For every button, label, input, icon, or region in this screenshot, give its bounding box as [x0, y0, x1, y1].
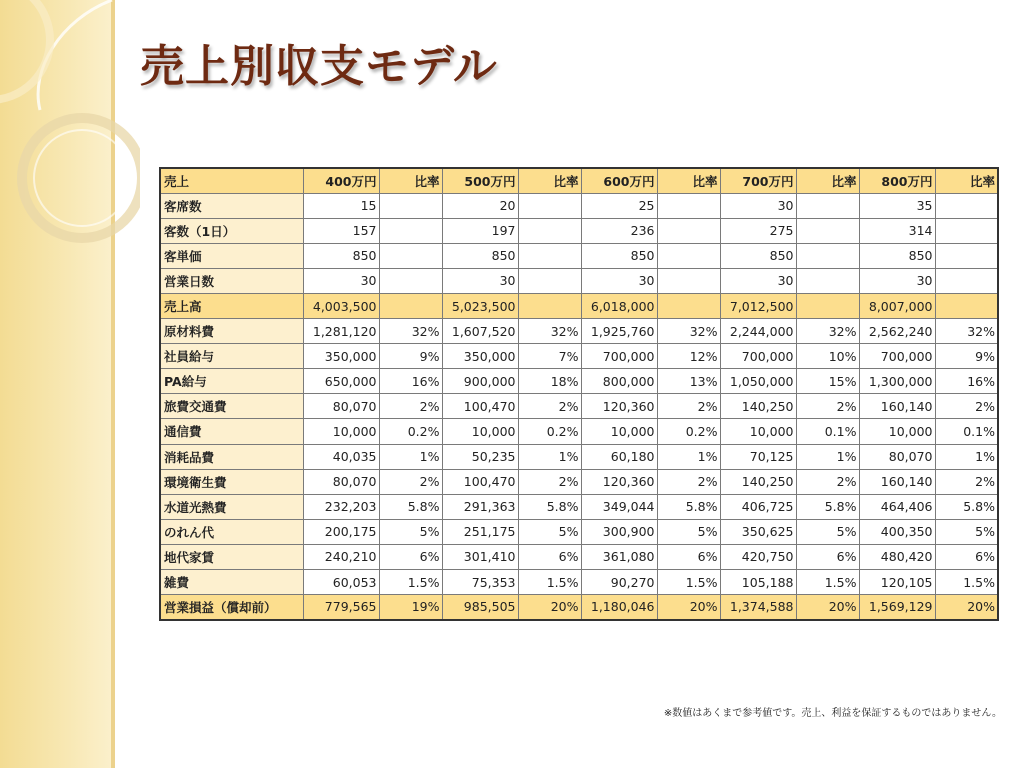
amount-cell: 80,070: [303, 469, 379, 494]
ratio-cell: 1.5%: [657, 570, 720, 595]
amount-cell: 197: [442, 218, 518, 243]
table-row: [160, 218, 998, 243]
amount-cell: 850: [581, 243, 657, 268]
header-sales-tier: 400万円: [303, 168, 379, 193]
ratio-cell: 5%: [935, 519, 998, 544]
amount-cell: 291,363: [442, 494, 518, 519]
amount-cell: 2,562,240: [859, 319, 935, 344]
amount-cell: 420,750: [720, 544, 796, 569]
amount-cell: 50,235: [442, 444, 518, 469]
row-label: 売上高: [160, 293, 303, 318]
ratio-cell: 1%: [935, 444, 998, 469]
row-label: 水道光熱費: [160, 494, 303, 519]
ratio-cell: 9%: [935, 344, 998, 369]
header-sales-tier: 600万円: [581, 168, 657, 193]
ratio-cell: 20%: [518, 595, 581, 620]
amount-cell: 30: [303, 268, 379, 293]
amount-cell: 30: [720, 193, 796, 218]
header-ratio: 比率: [518, 168, 581, 193]
row-label: 客数（1日）: [160, 218, 303, 243]
ratio-cell: 1.5%: [518, 570, 581, 595]
disclaimer-note: ※数値はあくまで参考値です。売上、利益を保証するものではありません。: [663, 708, 1002, 719]
ratio-cell: 2%: [935, 469, 998, 494]
ratio-cell: 0.1%: [935, 419, 998, 444]
ratio-cell: 12%: [657, 344, 720, 369]
table-row: [160, 193, 998, 218]
amount-cell: 10,000: [581, 419, 657, 444]
amount-cell: 100,470: [442, 469, 518, 494]
ratio-cell: 2%: [657, 469, 720, 494]
ratio-cell: 20%: [935, 595, 998, 620]
ratio-cell: 2%: [935, 394, 998, 419]
row-label: のれん代: [160, 519, 303, 544]
amount-cell: 850: [442, 243, 518, 268]
ratio-cell: [796, 193, 859, 218]
ratio-cell: [379, 293, 442, 318]
amount-cell: 700,000: [581, 344, 657, 369]
ratio-cell: 32%: [935, 319, 998, 344]
ratio-cell: [796, 243, 859, 268]
ratio-cell: [379, 193, 442, 218]
ratio-cell: 5.8%: [379, 494, 442, 519]
amount-cell: 1,180,046: [581, 595, 657, 620]
amount-cell: 40,035: [303, 444, 379, 469]
header-sales-tier: 500万円: [442, 168, 518, 193]
page-title: 売上別収支モデル: [140, 41, 498, 92]
row-label: PA給与: [160, 369, 303, 394]
row-label: 環境衛生費: [160, 469, 303, 494]
ratio-cell: 1.5%: [935, 570, 998, 595]
ratio-cell: 5%: [657, 519, 720, 544]
ratio-cell: 6%: [518, 544, 581, 569]
amount-cell: 200,175: [303, 519, 379, 544]
amount-cell: 30: [581, 268, 657, 293]
ratio-cell: [657, 193, 720, 218]
ratio-cell: 32%: [379, 319, 442, 344]
ratio-cell: 19%: [379, 595, 442, 620]
amount-cell: 8,007,000: [859, 293, 935, 318]
row-label: 通信費: [160, 419, 303, 444]
amount-cell: 90,270: [581, 570, 657, 595]
ratio-cell: [935, 218, 998, 243]
amount-cell: 6,018,000: [581, 293, 657, 318]
revenue-model-table: [159, 167, 999, 621]
ratio-cell: 0.1%: [796, 419, 859, 444]
ratio-cell: 20%: [796, 595, 859, 620]
amount-cell: 1,607,520: [442, 319, 518, 344]
amount-cell: 157: [303, 218, 379, 243]
ratio-cell: 18%: [518, 369, 581, 394]
row-label: 営業日数: [160, 268, 303, 293]
amount-cell: 10,000: [442, 419, 518, 444]
amount-cell: 314: [859, 218, 935, 243]
header-ratio: 比率: [796, 168, 859, 193]
ratio-cell: 6%: [935, 544, 998, 569]
amount-cell: 650,000: [303, 369, 379, 394]
amount-cell: 120,360: [581, 469, 657, 494]
amount-cell: 779,565: [303, 595, 379, 620]
amount-cell: 100,470: [442, 394, 518, 419]
ratio-cell: 2%: [657, 394, 720, 419]
ratio-cell: [796, 218, 859, 243]
amount-cell: 406,725: [720, 494, 796, 519]
ratio-cell: [379, 243, 442, 268]
table-row: [160, 293, 998, 318]
ratio-cell: [657, 243, 720, 268]
ratio-cell: 16%: [379, 369, 442, 394]
table-row: [160, 419, 998, 444]
table-row: [160, 469, 998, 494]
row-label: 客席数: [160, 193, 303, 218]
ratio-cell: 2%: [796, 469, 859, 494]
amount-cell: 140,250: [720, 394, 796, 419]
amount-cell: 30: [720, 268, 796, 293]
amount-cell: 350,000: [303, 344, 379, 369]
row-label: 消耗品費: [160, 444, 303, 469]
amount-cell: 850: [303, 243, 379, 268]
table-header-row: [160, 168, 998, 193]
amount-cell: 75,353: [442, 570, 518, 595]
header-ratio: 比率: [935, 168, 998, 193]
ratio-cell: 2%: [518, 469, 581, 494]
amount-cell: 80,070: [303, 394, 379, 419]
table-row: [160, 595, 998, 620]
amount-cell: 850: [859, 243, 935, 268]
amount-cell: 70,125: [720, 444, 796, 469]
ratio-cell: 6%: [657, 544, 720, 569]
amount-cell: 1,925,760: [581, 319, 657, 344]
amount-cell: 2,244,000: [720, 319, 796, 344]
ratio-cell: 6%: [379, 544, 442, 569]
ratio-cell: 2%: [379, 469, 442, 494]
ratio-cell: [518, 268, 581, 293]
decorative-rings: [0, 0, 140, 260]
ratio-cell: [518, 243, 581, 268]
amount-cell: 30: [442, 268, 518, 293]
ratio-cell: 32%: [796, 319, 859, 344]
amount-cell: 232,203: [303, 494, 379, 519]
amount-cell: 350,000: [442, 344, 518, 369]
amount-cell: 30: [859, 268, 935, 293]
table-row: [160, 544, 998, 569]
ratio-cell: [379, 218, 442, 243]
ratio-cell: 32%: [518, 319, 581, 344]
amount-cell: 80,070: [859, 444, 935, 469]
amount-cell: 700,000: [859, 344, 935, 369]
amount-cell: 480,420: [859, 544, 935, 569]
amount-cell: 349,044: [581, 494, 657, 519]
amount-cell: 10,000: [303, 419, 379, 444]
ratio-cell: 1%: [379, 444, 442, 469]
ratio-cell: 0.2%: [379, 419, 442, 444]
ratio-cell: 0.2%: [518, 419, 581, 444]
ratio-cell: [935, 268, 998, 293]
header-ratio: 比率: [657, 168, 720, 193]
ratio-cell: 1.5%: [796, 570, 859, 595]
amount-cell: 300,900: [581, 519, 657, 544]
amount-cell: 850: [720, 243, 796, 268]
table-row: [160, 394, 998, 419]
ratio-cell: 1.5%: [379, 570, 442, 595]
header-ratio: 比率: [379, 168, 442, 193]
table-row: [160, 243, 998, 268]
amount-cell: 350,625: [720, 519, 796, 544]
amount-cell: 160,140: [859, 394, 935, 419]
ratio-cell: 32%: [657, 319, 720, 344]
row-label: 客単価: [160, 243, 303, 268]
amount-cell: 1,569,129: [859, 595, 935, 620]
ratio-cell: 1%: [796, 444, 859, 469]
amount-cell: 25: [581, 193, 657, 218]
amount-cell: 160,140: [859, 469, 935, 494]
ratio-cell: 5%: [518, 519, 581, 544]
row-label: 営業損益（償却前）: [160, 595, 303, 620]
amount-cell: 1,281,120: [303, 319, 379, 344]
ratio-cell: [657, 218, 720, 243]
amount-cell: 236: [581, 218, 657, 243]
amount-cell: 105,188: [720, 570, 796, 595]
ratio-cell: 15%: [796, 369, 859, 394]
table-row: [160, 519, 998, 544]
ratio-cell: 2%: [796, 394, 859, 419]
ratio-cell: 13%: [657, 369, 720, 394]
ratio-cell: [935, 293, 998, 318]
amount-cell: 60,180: [581, 444, 657, 469]
amount-cell: 120,360: [581, 394, 657, 419]
amount-cell: 1,374,588: [720, 595, 796, 620]
ratio-cell: 5.8%: [657, 494, 720, 519]
table-row: [160, 369, 998, 394]
ratio-cell: 2%: [518, 394, 581, 419]
ratio-cell: [518, 218, 581, 243]
ratio-cell: 5.8%: [935, 494, 998, 519]
ratio-cell: 7%: [518, 344, 581, 369]
amount-cell: 140,250: [720, 469, 796, 494]
amount-cell: 301,410: [442, 544, 518, 569]
table-row: [160, 344, 998, 369]
amount-cell: 985,505: [442, 595, 518, 620]
amount-cell: 5,023,500: [442, 293, 518, 318]
table-row: [160, 444, 998, 469]
amount-cell: 1,300,000: [859, 369, 935, 394]
ratio-cell: 16%: [935, 369, 998, 394]
row-label: 社員給与: [160, 344, 303, 369]
ratio-cell: [796, 268, 859, 293]
ratio-cell: 5%: [796, 519, 859, 544]
amount-cell: 400,350: [859, 519, 935, 544]
ratio-cell: 1%: [518, 444, 581, 469]
amount-cell: 4,003,500: [303, 293, 379, 318]
header-sales-tier: 700万円: [720, 168, 796, 193]
ratio-cell: 6%: [796, 544, 859, 569]
ratio-cell: 20%: [657, 595, 720, 620]
ratio-cell: 1%: [657, 444, 720, 469]
row-label: 地代家賃: [160, 544, 303, 569]
amount-cell: 15: [303, 193, 379, 218]
amount-cell: 10,000: [859, 419, 935, 444]
amount-cell: 251,175: [442, 519, 518, 544]
ratio-cell: 5%: [379, 519, 442, 544]
amount-cell: 800,000: [581, 369, 657, 394]
table-row: [160, 494, 998, 519]
amount-cell: 10,000: [720, 419, 796, 444]
ratio-cell: [518, 193, 581, 218]
ratio-cell: [379, 268, 442, 293]
ratio-cell: [657, 293, 720, 318]
ratio-cell: [935, 243, 998, 268]
table-row: [160, 319, 998, 344]
amount-cell: 275: [720, 218, 796, 243]
row-label: 雑費: [160, 570, 303, 595]
table-row: [160, 570, 998, 595]
table-row: [160, 268, 998, 293]
ratio-cell: [796, 293, 859, 318]
amount-cell: 35: [859, 193, 935, 218]
amount-cell: 240,210: [303, 544, 379, 569]
amount-cell: 20: [442, 193, 518, 218]
ratio-cell: [935, 193, 998, 218]
ratio-cell: 2%: [379, 394, 442, 419]
header-sales-tier: 800万円: [859, 168, 935, 193]
amount-cell: 700,000: [720, 344, 796, 369]
ratio-cell: 5.8%: [796, 494, 859, 519]
ratio-cell: [518, 293, 581, 318]
ratio-cell: 0.2%: [657, 419, 720, 444]
amount-cell: 464,406: [859, 494, 935, 519]
amount-cell: 1,050,000: [720, 369, 796, 394]
amount-cell: 7,012,500: [720, 293, 796, 318]
amount-cell: 60,053: [303, 570, 379, 595]
row-label: 旅費交通費: [160, 394, 303, 419]
ratio-cell: 5.8%: [518, 494, 581, 519]
ratio-cell: [657, 268, 720, 293]
amount-cell: 120,105: [859, 570, 935, 595]
row-label: 原材料費: [160, 319, 303, 344]
amount-cell: 900,000: [442, 369, 518, 394]
ratio-cell: 9%: [379, 344, 442, 369]
ratio-cell: 10%: [796, 344, 859, 369]
amount-cell: 361,080: [581, 544, 657, 569]
header-label: 売上: [160, 168, 303, 193]
